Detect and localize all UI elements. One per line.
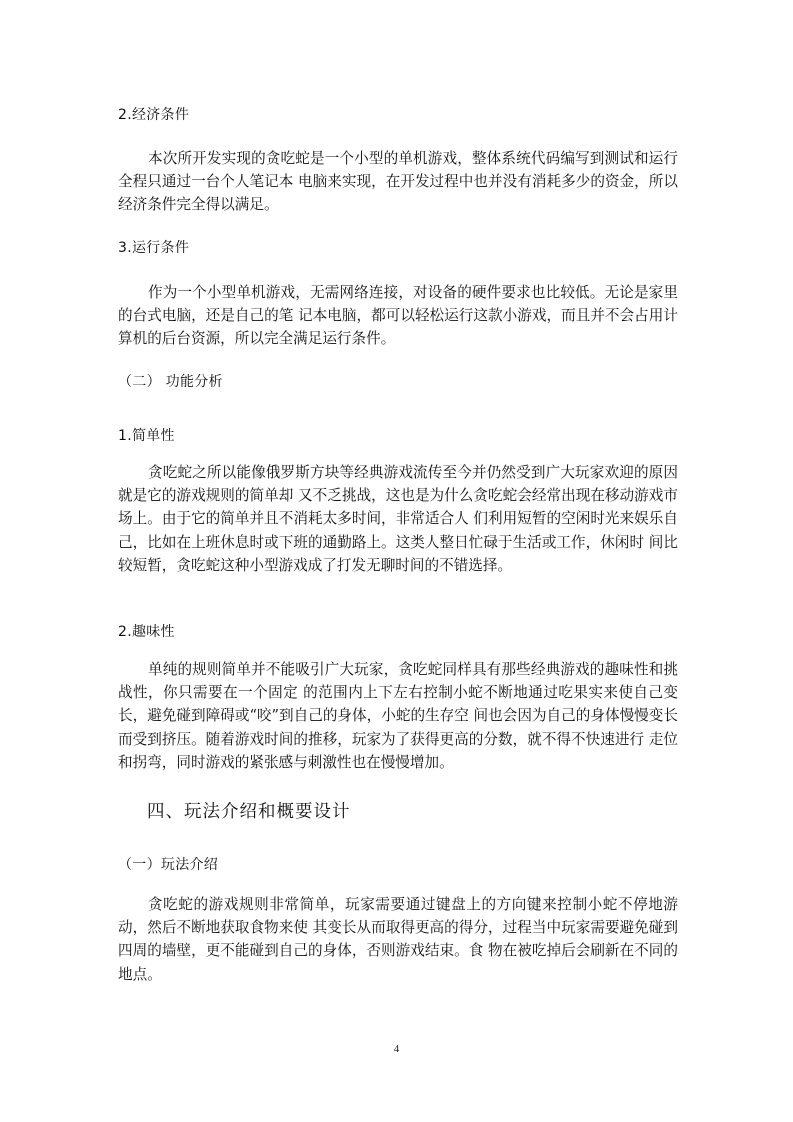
heading-function-analysis: （二） 功能分析 bbox=[118, 374, 223, 390]
page-number: 4 bbox=[393, 1043, 400, 1055]
paragraph-runtime-conditions: 作为一个小型单机游戏，无需网络连接，对设备的硬件要求也比较低。无论是家里的台式电脑，还是自己的笔 记本电脑，都可以轻松运行这款小游戏，而且并不会占用计算机的后台资源，所以完全满足运行条件。 bbox=[118, 284, 678, 348]
heading-chapter-4: 四、玩法介绍和概要设计 bbox=[147, 802, 351, 822]
heading-economic-conditions: 2.经济条件 bbox=[118, 107, 190, 123]
paragraph-simplicity: 贪吃蛇之所以能像俄罗斯方块等经典游戏流传至今并仍然受到广大玩家欢迎的原因就是它的游戏规则的简单却 又不乏挑战，这也是为什么贪吃蛇会经常出现在移动游戏市场上。由于它的简单并且不消耗太多时间，非常适合人 们利用短暂的空闲时光来娱乐自己，比如在上班休息时或下班的通勤路上。这类人整日忙碌于生活或工作，休闲时 间比较短暂，贪吃蛇这种小型游戏成了打发无聊时间的不错选择。 bbox=[118, 464, 678, 574]
heading-runtime-conditions: 3.运行条件 bbox=[118, 240, 190, 256]
heading-fun: 2.趣味性 bbox=[118, 624, 175, 640]
paragraph-fun: 单纯的规则简单并不能吸引广大玩家，贪吃蛇同样具有那些经典游戏的趣味性和挑战性，你只需要在一个固定 的范围内上下左右控制小蛇不断地通过吃果实来使自己变长，避免碰到障碍或“咬”到自己的身体，小蛇的生存空 间也会因为自己的身体慢慢变长而受到挤压。随着游戏时间的推移，玩家为了获得更高的分数，就不得不快速进行 走位和拐弯，同时游戏的紧张感与刺激性也在慢慢增加。 bbox=[118, 661, 678, 771]
heading-gameplay-intro: （一）玩法介绍 bbox=[118, 857, 219, 873]
heading-simplicity: 1.简单性 bbox=[118, 428, 175, 444]
paragraph-economic-conditions: 本次所开发实现的贪吃蛇是一个小型的单机游戏，整体系统代码编写到测试和运行全程只通过一台个人笔记本 电脑来实现，在开发过程中也并没有消耗多少的资金，所以经济条件完全得以满足。 bbox=[118, 150, 678, 214]
paragraph-gameplay-intro: 贪吃蛇的游戏规则非常简单，玩家需要通过键盘上的方向键来控制小蛇不停地游动，然后不断地获取食物来使 其变长从而取得更高的得分，过程当中玩家需要避免碰到四周的墙壁，更不能碰到自己的身体，否则游戏结束。食 物在被吃掉后会刷新在不同的地点。 bbox=[118, 896, 678, 983]
